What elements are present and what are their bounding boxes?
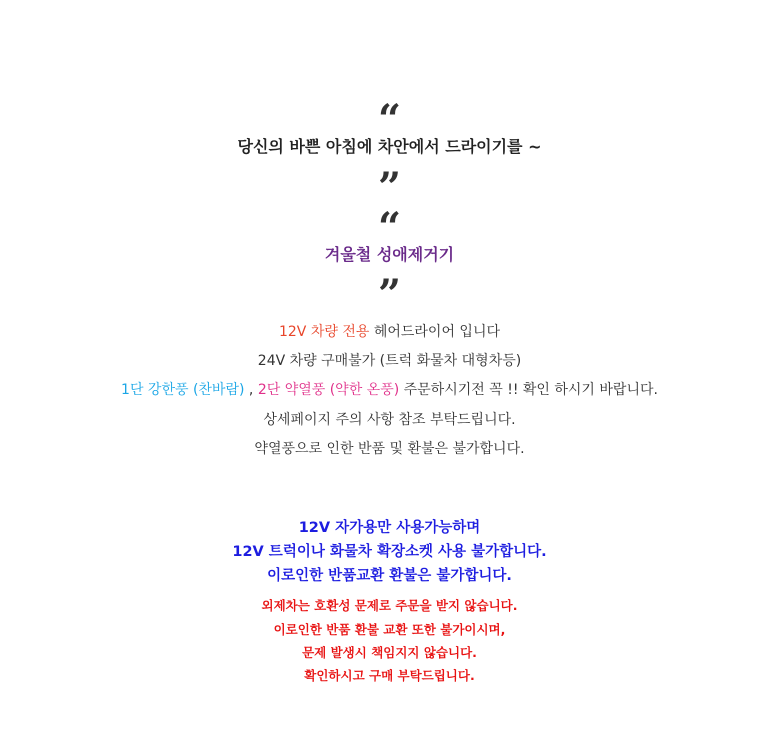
close-quote-icon: ” bbox=[377, 271, 401, 318]
info-line-12v-only bbox=[0, 321, 779, 341]
info-12v-rest: 헤어드라이어 입니다 bbox=[369, 324, 500, 340]
info-strong-wind: 1단 강한풍 (찬바람) bbox=[121, 382, 245, 398]
blue-notice-line-2: 12V 트럭이나 화물차 확장소켓 사용 불가합니다. bbox=[232, 544, 547, 560]
info-line-24v-unavailable: 24V 차량 구매불가 (트럭 화물차 대형차등) bbox=[257, 353, 522, 369]
info-warm-wind: 2단 약열풍 (약한 온풍) bbox=[257, 382, 400, 398]
red-notice-line-2: 이로인한 반품 환불 교환 또한 불가이시며, bbox=[273, 622, 506, 637]
info-12v-highlight: 12V 차량 전용 bbox=[278, 324, 370, 340]
red-notice-line-3: 문제 발생시 책임지지 않습니다. bbox=[302, 645, 477, 660]
red-notice-line-1: 외제차는 호환성 문제로 주문을 받지 않습니다. bbox=[261, 598, 518, 613]
red-notice-line-4: 확인하시고 구매 부탁드립니다. bbox=[304, 668, 475, 683]
info-wind-rest: 주문하시기전 꼭 !! 확인 하시기 바랍니다. bbox=[399, 382, 658, 398]
open-quote-icon: “ bbox=[377, 96, 401, 143]
close-quote-icon: ” bbox=[377, 164, 401, 211]
info-line-detail-notice: 상세페이지 주의 사항 참조 부탁드립니다. bbox=[263, 412, 516, 428]
info-line-wind-modes bbox=[0, 379, 779, 399]
headline-morning-dryer: 당신의 바쁜 아침에 차안에서 드라이기를 ~ bbox=[237, 137, 542, 156]
blue-notice-line-1: 12V 자가용만 사용가능하며 bbox=[298, 520, 481, 536]
blue-notice-line-3: 이로인한 반품교환 환불은 불가합니다. bbox=[267, 568, 512, 584]
headline-frost-remover: 겨울철 성애제거기 bbox=[324, 245, 455, 264]
open-quote-icon: “ bbox=[377, 204, 401, 251]
info-separator: , bbox=[244, 382, 258, 398]
info-line-no-refund: 약열풍으로 인한 반품 및 환불은 불가합니다. bbox=[254, 441, 525, 457]
